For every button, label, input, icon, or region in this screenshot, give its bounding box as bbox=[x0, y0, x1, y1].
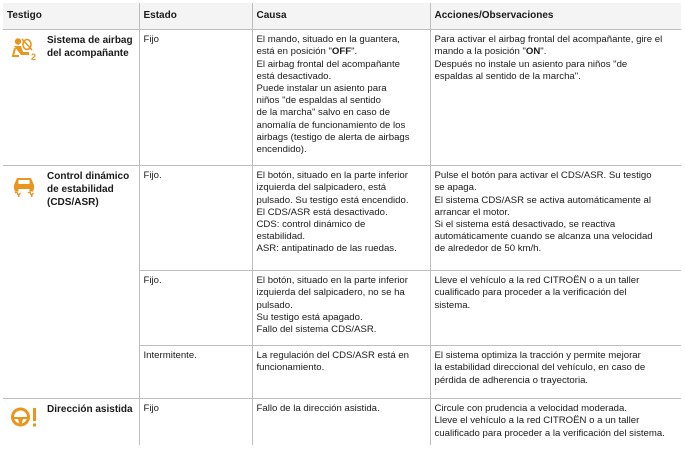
causa-cell-cds-1 bbox=[252, 166, 430, 271]
on-position-label: ON bbox=[525, 46, 541, 58]
indicator-name-direccion: Dirección asistida bbox=[47, 404, 133, 416]
causa-cell-direccion bbox=[252, 399, 430, 446]
estado-cell-airbag: Fijo bbox=[139, 30, 252, 166]
causa-line: Fallo del sistema CDS/ASR. bbox=[256, 324, 377, 336]
acciones-cell-cds-3 bbox=[430, 346, 681, 399]
causa-line: pulsado. Su testigo está encendido. bbox=[256, 194, 409, 206]
causa-line: pulsado. bbox=[256, 299, 293, 311]
acciones-line: Para activar el airbag frontal del acompañante, gire el bbox=[434, 34, 663, 46]
causa-line: Puede instalar un asiento para bbox=[256, 83, 387, 95]
causa-text: está en posición " bbox=[256, 46, 332, 58]
indicator-cell-direccion bbox=[3, 399, 139, 446]
causa-line: estabilidad. bbox=[256, 231, 306, 243]
acciones-line: espaldas al sentido de la marcha". bbox=[434, 70, 581, 82]
header-testigo: Testigo bbox=[3, 3, 139, 30]
acciones-line: El sistema optimiza la tracción y permite mejorar bbox=[434, 350, 641, 362]
causa-text: ". bbox=[351, 46, 358, 58]
causa-line: El botón, situado en la parte inferior bbox=[256, 170, 408, 182]
steering-warning-icon bbox=[10, 406, 38, 430]
warning-lights-table bbox=[3, 3, 681, 445]
acciones-line: El sistema CDS/ASR se activa automáticamente al bbox=[434, 194, 651, 206]
acciones-cell-cds-2 bbox=[430, 271, 681, 346]
causa-line: La regulación del CDS/ASR está en bbox=[256, 350, 410, 362]
causa-line: funcionamiento. bbox=[256, 362, 325, 374]
stability-control-icon bbox=[10, 173, 38, 197]
causa-line: Fallo de la dirección asistida. bbox=[256, 403, 380, 415]
acciones-line: Si el sistema está desactivado, se reactiva bbox=[434, 219, 616, 231]
acciones-line: pérdida de adherencia o trayectoria. bbox=[434, 374, 589, 386]
estado-cell-direccion: Fijo bbox=[139, 399, 252, 446]
acciones-line bbox=[435, 46, 677, 58]
acciones-line: arrancar el motor. bbox=[434, 206, 510, 218]
acciones-line: cualificado para proceder a la verificación del bbox=[434, 287, 627, 299]
acciones-line: se apaga. bbox=[434, 182, 477, 194]
acciones-text: mando a la posición " bbox=[434, 46, 526, 58]
acciones-line: Pulse el botón para activar el CDS/ASR. Su testigo bbox=[434, 170, 652, 182]
causa-line: niños "de espaldas al sentido bbox=[256, 95, 381, 107]
acciones-line: Circule con prudencia a velocidad moderada. bbox=[434, 403, 628, 415]
causa-line: está desactivado. bbox=[256, 70, 332, 82]
estado-cell-cds-2: Fijo. bbox=[139, 271, 252, 346]
causa-line: ASR: antipatinado de las ruedas. bbox=[256, 243, 397, 255]
acciones-line: la estabilidad direccional del vehículo, en caso de bbox=[434, 362, 646, 374]
causa-line: El airbag frontal del acompañante bbox=[256, 58, 400, 70]
causa-line bbox=[257, 46, 425, 58]
acciones-line: cualificado para proceder a la verificación del sistema. bbox=[434, 427, 665, 439]
indicator-name-cds: Control dinámico de estabilidad (CDS/ASR) bbox=[47, 171, 130, 209]
causa-cell-cds-2 bbox=[252, 271, 430, 346]
causa-line: Su testigo está apagado. bbox=[256, 311, 363, 323]
header-acciones: Acciones/Observaciones bbox=[430, 3, 681, 30]
causa-line: de la marcha" salvo en caso de bbox=[256, 107, 391, 119]
acciones-line: Después no instale un asiento para niños "de bbox=[434, 58, 628, 70]
svg-text:2: 2 bbox=[31, 52, 37, 62]
acciones-line: automáticamente cuando se alcanza una velocidad bbox=[434, 231, 653, 243]
acciones-cell-airbag bbox=[430, 30, 681, 166]
acciones-line: Lleve el vehículo a la red CITROËN o a un taller bbox=[434, 275, 640, 287]
table-row bbox=[3, 399, 681, 446]
causa-line: anomalía de funcionamiento de los bbox=[256, 119, 406, 131]
causa-line: CDS: control dinámico de bbox=[256, 219, 366, 231]
indicator-name-airbag: Sistema de airbag del acompañante bbox=[47, 35, 133, 60]
acciones-line: sistema. bbox=[434, 299, 471, 311]
causa-line: izquierda del salpicadero, no se ha bbox=[256, 287, 405, 299]
acciones-cell-cds-1 bbox=[430, 166, 681, 271]
estado-cell-cds-3: Intermitente. bbox=[139, 346, 252, 399]
causa-line: El mando, situado en la guantera, bbox=[256, 34, 400, 46]
indicator-cell-cds bbox=[3, 166, 139, 399]
indicator-cell-airbag bbox=[3, 30, 139, 166]
off-position-label: OFF bbox=[331, 46, 352, 58]
causa-cell-cds-3 bbox=[252, 346, 430, 399]
table-row bbox=[3, 30, 681, 166]
causa-cell-airbag bbox=[252, 30, 430, 166]
acciones-line: de alrededor de 50 km/h. bbox=[434, 243, 542, 255]
estado-cell-cds-1: Fijo. bbox=[139, 166, 252, 271]
acciones-line: Lleve el vehículo a la red CITROËN o a un taller bbox=[434, 415, 640, 427]
acciones-text: ". bbox=[540, 46, 547, 58]
header-causa: Causa bbox=[252, 3, 430, 30]
causa-line: izquierda del salpicadero, está bbox=[256, 182, 387, 194]
acciones-cell-direccion bbox=[430, 399, 681, 446]
causa-line: encendido). bbox=[256, 144, 307, 156]
causa-line: El botón, situado en la parte inferior bbox=[256, 275, 408, 287]
causa-line: El CDS/ASR está desactivado. bbox=[256, 206, 388, 218]
header-estado: Estado bbox=[139, 3, 252, 30]
causa-line: airbags (testigo de alerta de airbags bbox=[256, 131, 410, 143]
passenger-airbag-off-icon bbox=[10, 37, 38, 61]
table-header-row bbox=[3, 3, 681, 30]
table-row bbox=[3, 166, 681, 271]
